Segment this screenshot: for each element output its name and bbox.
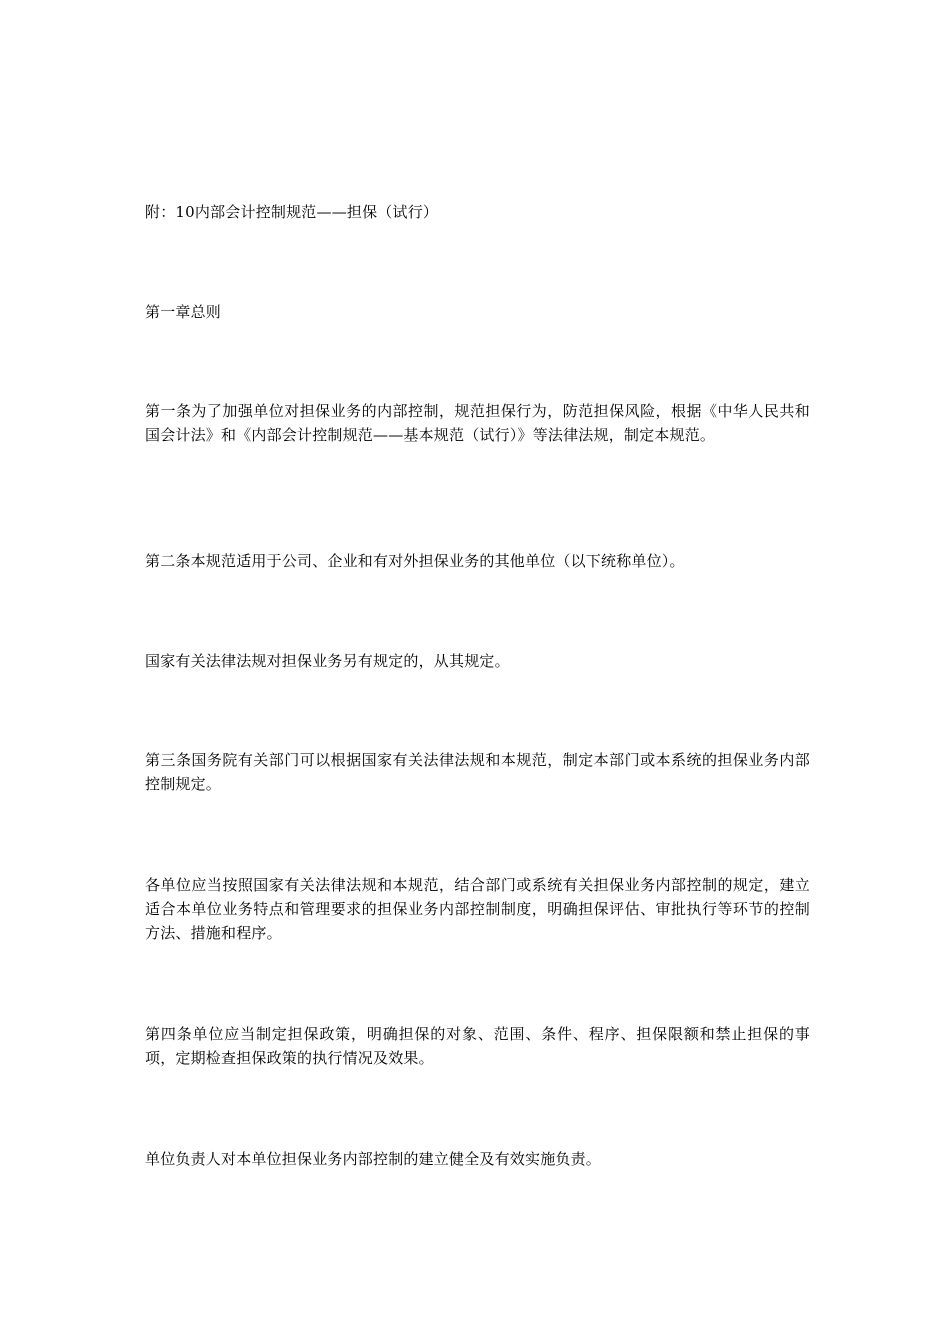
article-2-paragraph: 第二条本规范适用于公司、企业和有对外担保业务的其他单位（以下统称单位）。: [145, 552, 685, 570]
chapter-heading: 第一章总则: [145, 303, 222, 321]
article-4-note-paragraph: 单位负责人对本单位担保业务内部控制的建立健全及有效实施负责。: [145, 1150, 602, 1168]
article-3-detail-paragraph: 各单位应当按照国家有关法律法规和本规范，结合部门或系统有关担保业务内部控制的规定，建立适合本单位业务特点和管理要求的担保业务内部控制制度，明确担保评估、审批执行等环节的控制方法、措施和程序。: [145, 876, 810, 942]
article-1-paragraph: 第一条为了加强单位对担保业务的内部控制，规范担保行为，防范担保风险，根据《中华人民共和国会计法》和《内部会计控制规范——基本规范（试行）》等法律法规，制定本规范。: [145, 402, 810, 444]
document-title: 附：10内部会计控制规范——担保（试行）: [145, 203, 439, 221]
article-4-paragraph: 第四条单位应当制定担保政策，明确担保的对象、范围、条件、程序、担保限额和禁止担保的事项，定期检查担保政策的执行情况及效果。: [145, 1025, 810, 1067]
article-2-note-paragraph: 国家有关法律法规对担保业务另有规定的，从其规定。: [145, 652, 510, 670]
article-3-paragraph: 第三条国务院有关部门可以根据国家有关法律法规和本规范，制定本部门或本系统的担保业务内部控制规定。: [145, 751, 810, 793]
